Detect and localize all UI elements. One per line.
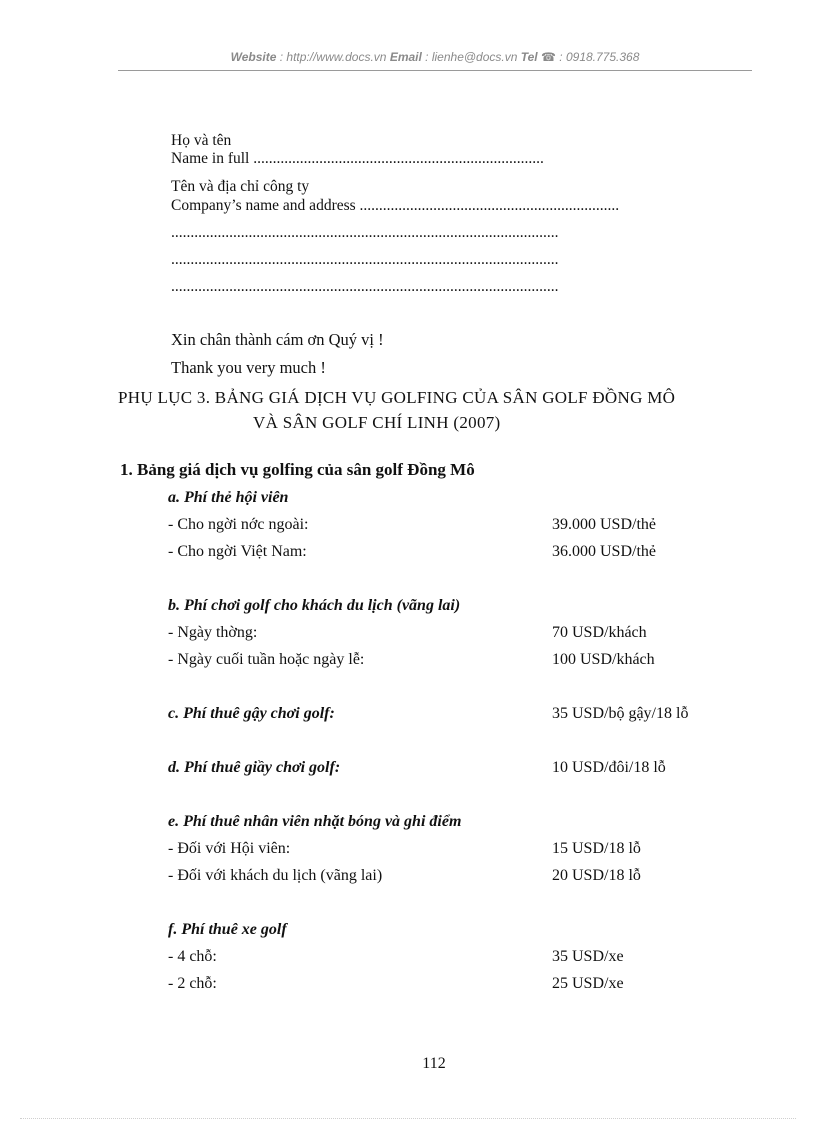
price-row [168,651,728,669]
price-value: 15 USD/18 lỗ [552,840,641,857]
price-value: 39.000 USD/thẻ [552,516,656,533]
email-label: Email [389,50,422,64]
phone-icon: ☎ [541,50,556,64]
price-label: - Đối với khách du lịch (vãng lai) [168,867,383,884]
website-label: Website [230,50,277,64]
price-row [168,543,728,561]
price-label: - Ngày cuối tuần hoặc ngày lễ: [168,651,365,668]
page-header [120,50,750,64]
price-row-d [168,759,728,777]
name-field [171,150,544,168]
price-value: 35 USD/bộ gậy/18 lỗ [552,705,689,722]
category-b-title: b. Phí chơi golf cho khách du lịch (vãng lai) [168,597,461,614]
price-row [168,516,728,534]
tel-value: : 0918.775.368 [559,50,640,64]
address-dotted-line-2: .................................................................................................... [171,251,559,268]
company-field [171,197,619,215]
category-e-title: e. Phí thuê nhân viên nhặt bóng và ghi điểm [168,813,462,830]
thanks-en: Thank you very much ! [171,358,326,377]
name-label-vi: Họ và tên [171,132,232,149]
price-label: - Ngày thờng: [168,624,258,641]
price-row [168,624,728,642]
page-number: 112 [422,1055,446,1072]
price-label: - 2 chỗ: [168,975,217,992]
company-label-en: Company’s name and address [171,197,356,214]
thanks-vi: Xin chân thành cám ơn Quý vị ! [171,330,384,349]
price-value: 70 USD/khách [552,624,647,641]
header-divider [118,70,752,71]
price-row [168,948,728,966]
company-label-vi: Tên và địa chỉ công ty [171,178,310,195]
section-title: 1. Bảng giá dịch vụ golfing của sân golf Đồng Mô [120,460,475,479]
company-dotted-line: ................................................................... [359,197,620,214]
price-value: 25 USD/xe [552,975,624,992]
address-dotted-line-3: .................................................................................................... [171,278,559,295]
price-label: - Cho ngời nớc ngoài: [168,516,309,533]
category-f-title: f. Phí thuê xe golf [168,921,287,938]
category-a-title: a. Phí thẻ hội viên [168,489,289,506]
name-dotted-line: ........................................................................... [253,150,544,167]
appendix-heading [118,385,768,435]
appendix-heading-line-2: VÀ SÂN GOLF CHÍ LINH (2007) [253,413,501,432]
price-label: - Cho ngời Việt Nam: [168,543,307,560]
category-c-title: c. Phí thuê gậy chơi golf: [168,705,335,722]
email-value[interactable]: : lienhe@docs.vn [425,50,518,64]
category-d-title: d. Phí thuê giầy chơi golf: [168,759,341,776]
price-value: 10 USD/đôi/18 lỗ [552,759,666,776]
page-bottom-border [20,1118,796,1119]
appendix-heading-line-1: PHỤ LỤC 3. BẢNG GIÁ DỊCH VỤ GOLFING CỦA SÂN GOLF ĐỒNG MÔ [118,388,676,407]
price-value: 35 USD/xe [552,948,624,965]
price-row [168,867,728,885]
name-label-en: Name in full [171,150,250,167]
price-label: - 4 chỗ: [168,948,217,965]
price-row [168,975,728,993]
price-value: 20 USD/18 lỗ [552,867,641,884]
price-value: 100 USD/khách [552,651,655,668]
price-label: - Đối với Hội viên: [168,840,291,857]
price-row-c [168,705,728,723]
price-row [168,840,728,858]
tel-label: Tel [520,50,538,64]
website-url[interactable]: : http://www.docs.vn [279,50,387,64]
price-value: 36.000 USD/thẻ [552,543,656,560]
address-dotted-line-1: .................................................................................................... [171,224,559,241]
